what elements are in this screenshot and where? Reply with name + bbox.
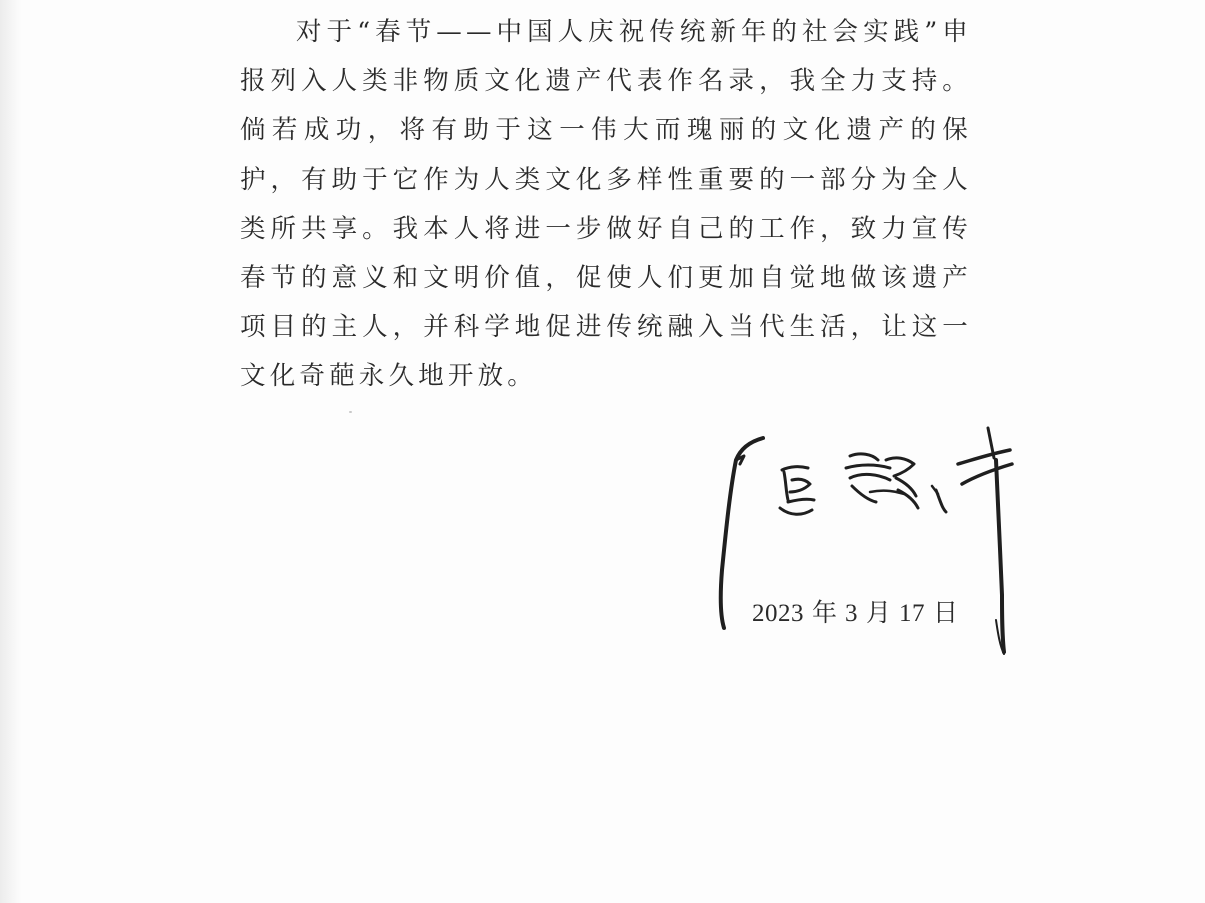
date-year: 2023 — [752, 600, 804, 627]
date-day: 17 — [899, 600, 926, 627]
date-month-char: 月 — [866, 600, 892, 627]
date-day-char: 日 — [933, 600, 959, 627]
date-year-char: 年 — [812, 600, 838, 627]
letter-date — [752, 598, 982, 630]
handwritten-signature — [700, 420, 1030, 670]
letter-paragraph: 对于“春节——中国人庆祝传统新年的社会实践”申报列入人类非物质文化遗产代表作名录，我全力支持。倘若成功，将有助于这一伟大而瑰丽的文化遗产的保护，有助于它作为人类文化多样性重要的一部分为全人类所共享。我本人将进一步做好自己的工作，致力宣传春节的意义和文明价值，促使人们更加自觉地做该遗产项目的主人，并科学地促进传统融入当代生活，让这一文化奇葩永久地开放。 — [240, 17, 972, 392]
page-edge-shadow — [0, 0, 22, 903]
paper-speck — [349, 411, 352, 413]
date-month: 3 — [845, 600, 859, 627]
